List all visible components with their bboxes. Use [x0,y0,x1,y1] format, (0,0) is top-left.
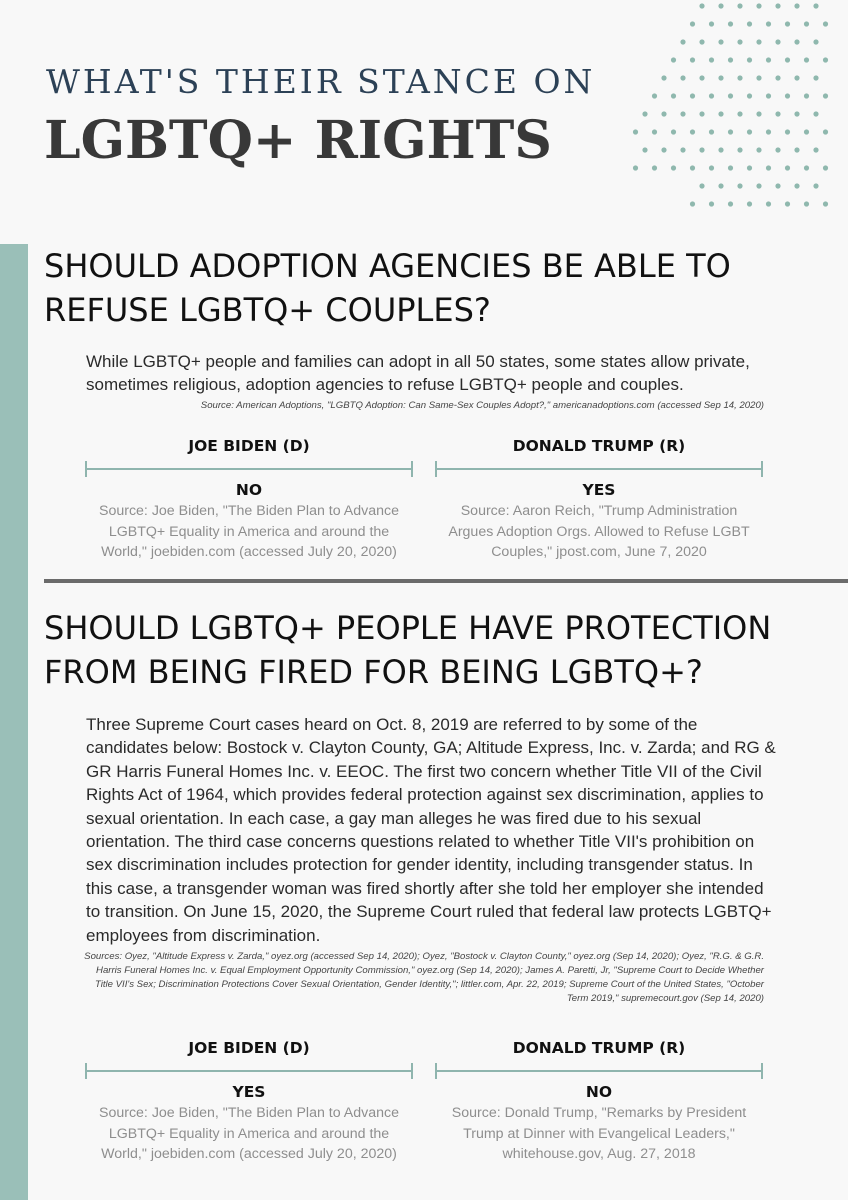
decorative-dot [794,75,799,80]
decorative-dot [756,111,761,116]
candidate-stance-biden [85,435,413,563]
decorative-dot [737,3,742,8]
decorative-dot [671,129,676,134]
decorative-dot [747,129,752,134]
decorative-dot [728,129,733,134]
candidate-stance-trump [435,435,763,563]
decorative-dot [813,3,818,8]
decorative-dot [813,183,818,188]
decorative-dot [728,57,733,62]
decorative-dot [728,21,733,26]
candidate-name: JOE BIDEN (D) [188,1039,310,1057]
decorative-dot [728,165,733,170]
decorative-dot [756,147,761,152]
decorative-dot [709,201,714,206]
decorative-dot [690,93,695,98]
decorative-dot [661,75,666,80]
decorative-dot [690,129,695,134]
description-source: Sources: Oyez, "Altitude Express v. Zarda," oyez.org (accessed Sep 14, 2020); Oyez, "Bostock v. Clayton County," oyez.org (Sep 14, 2020); Oyez, "R.G. & G.R. Harris Funeral Homes Inc. v. Equal Employment Opportunity Commission," oyez.org (Sep 14, 2020); James A. Paretti, Jr, "Supreme Court to Decide Whether Title VII's Sex; Discrimination Protections Cover Sexual Orientation, Gender Identity,"; littler.com, Apr. 22, 2019; Supreme Court of the United States, "October Term 2019," supremecourt.gov (Sep 14, 2020) [84,951,764,1004]
decorative-dot [766,93,771,98]
stance-source: Source: Joe Biden, "The Biden Plan to Advance LGBTQ+ Equality in America and around the World," joebiden.com (accessed July 20, 2020) [98,1105,399,1162]
decorative-dot [823,57,828,62]
candidate-name: DONALD TRUMP (R) [512,437,686,455]
decorative-dot [642,147,647,152]
stance-source: Source: Aaron Reich, "Trump Administration Argues Adoption Orgs. Allowed to Refuse LGBT Couples," jpost.com, June 7, 2020 [448,503,750,560]
decorative-dot-pattern [600,0,848,215]
decorative-dot [737,75,742,80]
decorative-dot [785,129,790,134]
accent-sidebar-bar [0,244,28,1200]
decorative-dot [718,39,723,44]
question-heading [44,606,834,694]
stance-answer: YES [232,1083,266,1101]
decorative-dot [633,165,638,170]
question-line: FROM BEING FIRED FOR BEING LGBTQ+? [44,653,703,691]
decorative-dot [804,165,809,170]
candidate-name: DONALD TRUMP (R) [512,1039,686,1057]
decorative-dot [699,75,704,80]
decorative-dot [813,147,818,152]
candidate-name: JOE BIDEN (D) [188,437,310,455]
decorative-dot [747,57,752,62]
decorative-dot [690,165,695,170]
decorative-dot [652,93,657,98]
decorative-dot [709,93,714,98]
decorative-dot [718,183,723,188]
decorative-dot [775,75,780,80]
decorative-dot [690,201,695,206]
decorative-dot [680,39,685,44]
decorative-dot [718,147,723,152]
decorative-dot [823,129,828,134]
decorative-dot [737,183,742,188]
decorative-dot [756,39,761,44]
decorative-dot [813,39,818,44]
decorative-dot [775,147,780,152]
decorative-dot [775,111,780,116]
stance-ruler [435,1063,763,1079]
header-kicker: WHAT'S THEIR STANCE ON [46,62,596,101]
decorative-dot [794,183,799,188]
stance-answer: YES [582,481,616,499]
page-title: LGBTQ+ RIGHTS [44,110,552,171]
decorative-dot [766,201,771,206]
stance-ruler [85,461,413,477]
decorative-dot [661,111,666,116]
decorative-dot [804,93,809,98]
decorative-dot [813,111,818,116]
decorative-dot [699,3,704,8]
decorative-dot [804,129,809,134]
decorative-dot [766,21,771,26]
description-source: Source: American Adoptions, "LGBTQ Adoption: Can Same-Sex Couples Adopt?," americanadoptions.com (accessed Sep 14, 2020) [200,400,764,411]
decorative-dot [633,129,638,134]
question-line: SHOULD LGBTQ+ PEOPLE HAVE PROTECTION [44,609,772,647]
decorative-dot [775,183,780,188]
stance-ruler [85,1063,413,1079]
decorative-dot [728,201,733,206]
decorative-dot [671,57,676,62]
decorative-dot [690,57,695,62]
decorative-dot [747,165,752,170]
stance-answer: NO [585,1083,613,1101]
decorative-dot [766,129,771,134]
decorative-dot [718,3,723,8]
decorative-dot [690,21,695,26]
decorative-dot [709,165,714,170]
decorative-dot [794,3,799,8]
decorative-dot [785,165,790,170]
decorative-dot [652,165,657,170]
decorative-dot [804,21,809,26]
decorative-dot [709,57,714,62]
stance-source: Source: Donald Trump, "Remarks by President Trump at Dinner with Evangelical Leaders," whitehouse.gov, Aug. 27, 2018 [451,1105,747,1162]
decorative-dot [785,93,790,98]
decorative-dot [680,111,685,116]
stance-answer: NO [235,481,263,499]
decorative-dot [756,75,761,80]
decorative-dot [794,147,799,152]
decorative-dot [737,111,742,116]
decorative-dot [747,201,752,206]
decorative-dot [699,183,704,188]
decorative-dot [775,3,780,8]
decorative-dot [823,93,828,98]
decorative-dot [709,129,714,134]
decorative-dot [804,57,809,62]
decorative-dot [699,39,704,44]
decorative-dot [737,147,742,152]
decorative-dot [823,201,828,206]
decorative-dot [794,39,799,44]
decorative-dot [699,147,704,152]
candidate-stance-biden [85,1037,413,1165]
candidate-stance-trump [435,1037,763,1165]
decorative-dot [775,39,780,44]
decorative-dot [823,165,828,170]
decorative-dot [785,57,790,62]
stance-source: Source: Joe Biden, "The Biden Plan to Advance LGBTQ+ Equality in America and around the World," joebiden.com (accessed July 20, 2020) [98,503,399,560]
decorative-dot [766,57,771,62]
decorative-dot [680,147,685,152]
decorative-dot [661,147,666,152]
question-line: SHOULD ADOPTION AGENCIES BE ABLE TO [44,247,731,285]
decorative-dot [747,93,752,98]
decorative-dot [671,165,676,170]
decorative-dot [756,183,761,188]
decorative-dot [804,201,809,206]
decorative-dot [756,3,761,8]
decorative-dot [728,93,733,98]
question-line: REFUSE LGBTQ+ COUPLES? [44,291,491,329]
decorative-dot [737,39,742,44]
decorative-dot [718,111,723,116]
decorative-dot [680,75,685,80]
decorative-dot [699,111,704,116]
question-description: While LGBTQ+ people and families can adopt in all 50 states, some states allow private, sometimes religious, adoption agencies to refuse LGBTQ+ people and couples. [86,352,750,395]
decorative-dot [747,21,752,26]
decorative-dot [794,111,799,116]
decorative-dot [671,93,676,98]
question-heading [44,244,834,332]
stance-ruler [435,461,763,477]
decorative-dot [718,75,723,80]
decorative-dot [766,165,771,170]
decorative-dot [813,75,818,80]
decorative-dot [785,21,790,26]
decorative-dot [642,111,647,116]
section-divider [44,579,848,583]
question-description: Three Supreme Court cases heard on Oct. 8, 2019 are referred to by some of the candidates below: Bostock v. Clayton County, GA; Altitude Express, Inc. v. Zarda; and RG & GR Harris Funeral Homes Inc. v. EEOC. The first two concern whether Title VII of the Civil Rights Act of 1964, which provides federal protection against sex discrimination, applies to sexual orientation. In each case, a gay man alleges he was fired due to his sexual orientation. The third case concerns questions related to whether Title VII's prohibition on sex discrimination includes protection for gender identity, including transgender status. In this case, a transgender woman was fired shortly after she told her employer she intended to transition. On June 15, 2020, the Supreme Court ruled that federal law protects LGBTQ+ employees from discrimination. [86,715,776,945]
decorative-dot [785,201,790,206]
decorative-dot [823,21,828,26]
decorative-dot [652,129,657,134]
decorative-dot [709,21,714,26]
